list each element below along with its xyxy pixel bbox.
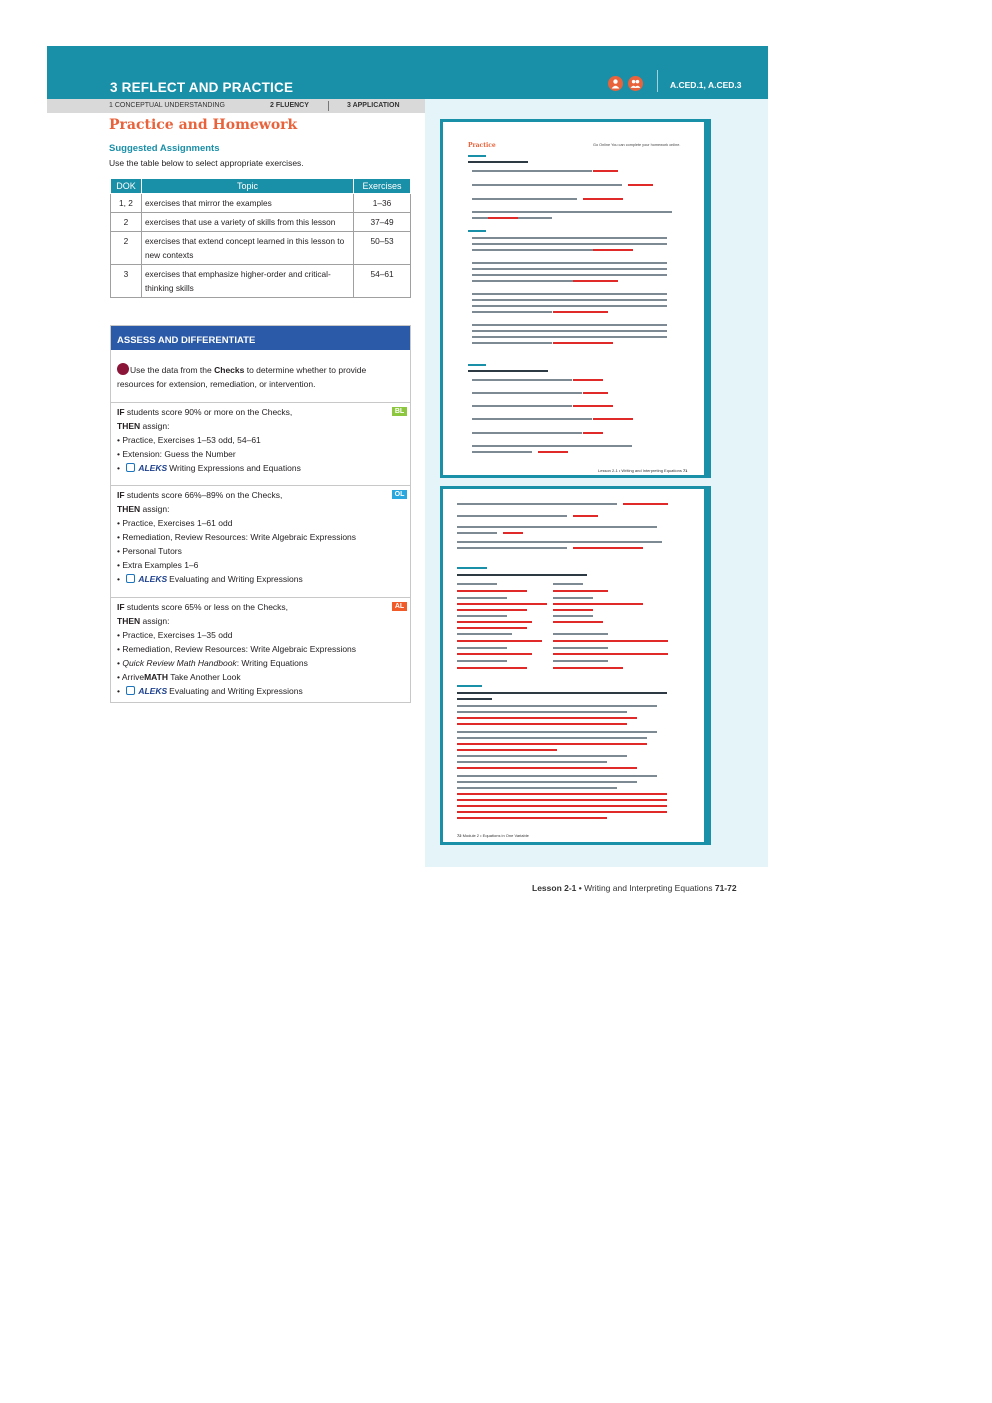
table-row xyxy=(111,194,411,213)
thumbnail-line xyxy=(468,364,486,366)
thumbnail-line xyxy=(472,274,667,276)
thumbnail-line xyxy=(457,567,487,569)
thumbnail-line xyxy=(457,799,667,801)
dok-cell: 3 xyxy=(111,265,142,298)
topic-cell: exercises that use a variety of skills from this lesson xyxy=(141,213,353,232)
thumbnail-line xyxy=(457,743,647,745)
thumbnail-line xyxy=(593,418,633,420)
thumbnail-line xyxy=(457,583,497,585)
thumbnail-line xyxy=(553,603,643,605)
thumbnail-line xyxy=(457,775,657,777)
thumbnail-line xyxy=(457,761,607,763)
thumbnail-line xyxy=(573,379,603,381)
thumbnail-line xyxy=(457,647,507,649)
table-row xyxy=(111,232,411,265)
col-header-topic: Topic xyxy=(141,179,353,194)
thumbnail-line xyxy=(457,526,657,528)
thumbnail-line xyxy=(457,503,617,505)
thumbnail-line xyxy=(457,811,667,813)
progression-tabs xyxy=(47,99,425,113)
thumbnail-line xyxy=(553,621,603,623)
thumbnail-line xyxy=(472,336,667,338)
thumbnail-line xyxy=(468,230,486,232)
thumbnail-line xyxy=(472,198,577,200)
differentiate-on-level: IF students score 66%–89% on the Checks, THEN assign: • Practice, Exercises 1–61 odd • Remediation, Review Resources: Write Algebraic Expressions • Personal Tutors • Extra Examples 1–6 • ALEKS Evaluating and Writing Expressions xyxy=(117,488,405,586)
thumbnail-line xyxy=(472,268,667,270)
thumbnail-line xyxy=(457,711,627,713)
thumbnail-line xyxy=(553,633,608,635)
thumbnail-line xyxy=(457,547,567,549)
list-item: • Extension: Guess the Number xyxy=(117,447,405,461)
thumbnail-line xyxy=(468,161,528,163)
thumbnail-line xyxy=(457,615,507,617)
list-item: • Remediation, Review Resources: Write Algebraic Expressions xyxy=(117,642,405,656)
thumbnail-line xyxy=(457,737,647,739)
thumbnail-line xyxy=(457,574,587,576)
level-badge: BL xyxy=(392,407,407,416)
thumbnail-line xyxy=(553,640,668,642)
list-item: • Practice, Exercises 1–61 odd xyxy=(117,516,405,530)
thumbnail-line xyxy=(457,660,507,662)
student-page-thumbnail-71 xyxy=(440,119,711,478)
thumbnail-line xyxy=(472,305,667,307)
thumbnail-line xyxy=(538,451,568,453)
thumbnail-line xyxy=(472,262,667,264)
thumbnail-footer: 72 Module 2 • Equations in One Variable xyxy=(457,833,529,838)
thumbnail-footer: Lesson 2-1 • Writing and Interpreting Equations 71 xyxy=(598,468,688,473)
thumbnail-line xyxy=(468,155,486,157)
tab-divider xyxy=(328,101,329,111)
thumbnail-line xyxy=(623,503,668,505)
thumbnail-line xyxy=(457,749,557,751)
thumbnail-line xyxy=(457,781,637,783)
thumbnail-line xyxy=(472,418,592,420)
thumbnail-title: Practice xyxy=(468,142,496,149)
thumbnail-line xyxy=(472,280,577,282)
thumbnail-line xyxy=(553,342,613,344)
table-row xyxy=(111,213,411,232)
list-item: • Quick Review Math Handbook: Writing Equations xyxy=(117,656,405,670)
individual-icon xyxy=(608,76,623,91)
thumbnail-line xyxy=(457,731,657,733)
group-icon xyxy=(628,76,643,91)
thumbnail-line xyxy=(457,653,532,655)
section-title: 3 REFLECT AND PRACTICE xyxy=(110,80,294,95)
student-page-thumbnail-72 xyxy=(440,486,711,845)
dok-cell: 1, 2 xyxy=(111,194,142,213)
thumbnail-line xyxy=(553,311,608,313)
thumbnail-line xyxy=(457,685,482,687)
section-divider xyxy=(111,402,410,403)
topic-cell: exercises that emphasize higher-order and critical-thinking skills xyxy=(141,265,353,298)
header-banner xyxy=(47,46,768,99)
aleks-icon xyxy=(126,574,135,583)
thumbnail-line xyxy=(457,590,527,592)
table-intro: Use the table below to select appropriate exercises. xyxy=(109,158,304,168)
thumbnail-line xyxy=(553,653,668,655)
thumbnail-line xyxy=(457,723,627,725)
thumbnail-line xyxy=(457,541,662,543)
exercises-cell: 50–53 xyxy=(354,232,411,265)
aleks-icon xyxy=(126,463,135,472)
thumbnail-line xyxy=(457,627,527,629)
list-item: • ArriveMATH Take Another Look xyxy=(117,670,405,684)
thumbnail-line xyxy=(457,515,567,517)
thumbnail-line xyxy=(457,597,507,599)
thumbnail-line xyxy=(472,170,592,172)
aleks-icon xyxy=(126,686,135,695)
thumbnail-line xyxy=(457,805,667,807)
thumbnail-line xyxy=(472,237,667,239)
thumbnail-line xyxy=(583,392,608,394)
suggested-heading: Suggested Assignments xyxy=(109,143,220,154)
thumbnail-line xyxy=(457,755,627,757)
assess-differentiate-box xyxy=(110,325,411,703)
standards-label: A.CED.1, A.CED.3 xyxy=(670,80,742,90)
col-header-dok: DOK xyxy=(111,179,142,194)
dok-cell: 2 xyxy=(111,232,142,265)
thumbnail-line xyxy=(457,692,667,694)
banner-divider xyxy=(657,70,658,92)
assess-intro: Use the data from the Checks to determine whether to provide resources for extension, remediation, or intervention. xyxy=(117,365,367,389)
thumbnail-line xyxy=(457,667,527,669)
section-divider xyxy=(111,597,410,598)
dok-cell: 2 xyxy=(111,213,142,232)
thumbnail-line xyxy=(457,532,497,534)
list-item: • Extra Examples 1–6 xyxy=(117,558,405,572)
differentiate-beyond-level: IF students score 90% or more on the Checks, THEN assign: • Practice, Exercises 1–53 odd, 54–61 • Extension: Guess the Number • ALEKS Writing Expressions and Equations xyxy=(117,405,405,475)
thumbnail-line xyxy=(593,170,618,172)
thumbnail-line xyxy=(553,597,593,599)
thumbnail-line xyxy=(573,280,618,282)
grouping-icons xyxy=(608,76,643,91)
thumbnail-line xyxy=(472,379,572,381)
thumbnail-line xyxy=(457,698,492,700)
thumbnail-line xyxy=(457,767,637,769)
thumbnail-line xyxy=(472,405,572,407)
exercises-cell: 54–61 xyxy=(354,265,411,298)
thumbnail-line xyxy=(472,451,532,453)
thumbnail-line xyxy=(553,660,608,662)
thumbnail-line xyxy=(573,547,643,549)
thumbnail-line xyxy=(583,198,623,200)
thumbnail-line xyxy=(488,217,518,219)
thumbnail-line xyxy=(457,609,527,611)
thumbnail-line xyxy=(472,243,667,245)
tab-conceptual: 1 CONCEPTUAL UNDERSTANDING xyxy=(109,102,225,109)
thumbnail-line xyxy=(553,667,623,669)
list-item: • ALEKS Evaluating and Writing Expressions xyxy=(117,684,405,698)
thumbnail-line xyxy=(573,405,613,407)
topic-cell: exercises that mirror the examples xyxy=(141,194,353,213)
assignment-table xyxy=(110,178,411,298)
checks-icon xyxy=(117,363,129,375)
thumbnail-note: Go Online You can complete your homework online. xyxy=(593,143,681,147)
thumbnail-line xyxy=(593,249,633,251)
thumbnail-line xyxy=(457,621,532,623)
thumbnail-line xyxy=(553,583,583,585)
thumbnail-line xyxy=(553,590,608,592)
thumbnail-line xyxy=(553,609,593,611)
practice-heading: Practice and Homework xyxy=(109,117,298,133)
thumbnail-line xyxy=(457,640,542,642)
thumbnail-line xyxy=(472,342,552,344)
thumbnail-line xyxy=(472,445,632,447)
topic-cell: exercises that extend concept learned in this lesson to new contexts xyxy=(141,232,353,265)
thumbnail-line xyxy=(628,184,653,186)
tab-application: 3 APPLICATION xyxy=(347,102,400,109)
thumbnail-line xyxy=(457,817,607,819)
thumbnail-line xyxy=(583,432,603,434)
list-item: • Practice, Exercises 1–35 odd xyxy=(117,628,405,642)
tab-fluency: 2 FLUENCY xyxy=(270,102,309,109)
thumbnail-line xyxy=(472,293,667,295)
level-badge: AL xyxy=(392,602,407,611)
thumbnail-line xyxy=(472,211,672,213)
thumbnail-line xyxy=(472,324,667,326)
list-item: • ALEKS Writing Expressions and Equations xyxy=(117,461,405,475)
thumbnail-line xyxy=(472,392,582,394)
thumbnail-line xyxy=(457,717,637,719)
thumbnail-line xyxy=(503,532,523,534)
thumbnail-line xyxy=(553,647,608,649)
thumbnail-line xyxy=(472,184,622,186)
page-footer: Lesson 2-1 • Writing and Interpreting Equations 71-72 xyxy=(532,883,737,893)
list-item: • Remediation, Review Resources: Write Algebraic Expressions xyxy=(117,530,405,544)
table-row xyxy=(111,265,411,298)
differentiate-approaching-level: IF students score 65% or less on the Checks, THEN assign: • Practice, Exercises 1–35 odd • Remediation, Review Resources: Write Algebraic Expressions • Quick Review Math Handbook: Writing Equations • ArriveMATH Take Another Look • ALEKS Evaluating and Writing Expressions xyxy=(117,600,405,698)
thumbnail-line xyxy=(553,615,593,617)
section-divider xyxy=(111,485,410,486)
list-item: • Personal Tutors xyxy=(117,544,405,558)
thumbnail-line xyxy=(457,633,512,635)
thumbnail-line xyxy=(457,603,547,605)
list-item: • Practice, Exercises 1–53 odd, 54–61 xyxy=(117,433,405,447)
thumbnail-line xyxy=(472,311,552,313)
thumbnail-line xyxy=(472,432,582,434)
exercises-cell: 37–49 xyxy=(354,213,411,232)
thumbnail-line xyxy=(457,793,667,795)
col-header-exercises: Exercises xyxy=(354,179,411,194)
thumbnail-line xyxy=(457,787,617,789)
assess-heading: ASSESS AND DIFFERENTIATE xyxy=(111,326,410,350)
thumbnail-line xyxy=(472,299,667,301)
level-badge: OL xyxy=(392,490,407,499)
thumbnail-line xyxy=(573,515,598,517)
exercises-cell: 1–36 xyxy=(354,194,411,213)
thumbnail-line xyxy=(457,705,657,707)
list-item: • ALEKS Evaluating and Writing Expressions xyxy=(117,572,405,586)
thumbnail-line xyxy=(472,330,667,332)
thumbnail-line xyxy=(468,370,548,372)
